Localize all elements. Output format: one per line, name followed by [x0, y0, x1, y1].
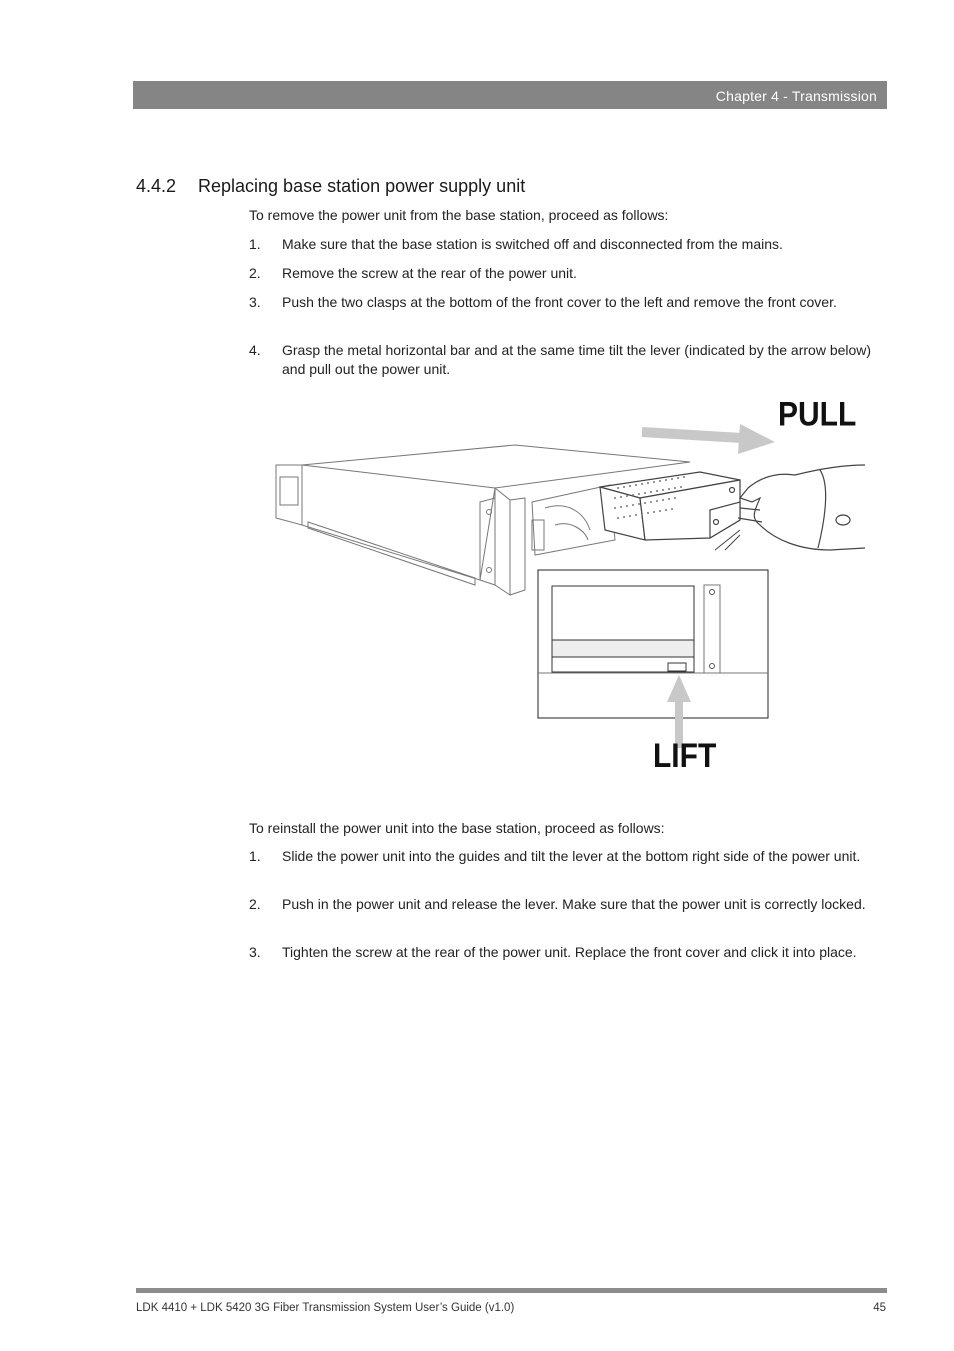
step-number: 1.: [249, 236, 261, 252]
footer-rule: [136, 1288, 887, 1293]
step-text: Slide the power unit into the guides and tilt the lever at the bottom right side of the power unit.: [282, 848, 861, 864]
pull-label: PULL: [778, 394, 857, 434]
step-number: 4.: [249, 342, 261, 358]
step-text: Grasp the metal horizontal bar and at the same time tilt the lever (indicated by the arrow below) and pull out the power unit.: [282, 342, 872, 377]
power-unit-removal-figure: [270, 390, 870, 790]
lift-label: LIFT: [653, 736, 717, 775]
step-number: 3.: [249, 294, 261, 310]
removal-intro: To remove the power unit from the base station, proceed as follows:: [249, 207, 669, 223]
removal-step: [249, 235, 889, 254]
reinstall-intro: To reinstall the power unit into the base station, proceed as follows:: [249, 820, 665, 836]
step-text: Push the two clasps at the bottom of the front cover to the left and remove the front cover.: [282, 294, 837, 310]
reinstall-step: [249, 847, 889, 866]
footer-document-title: LDK 4410 + LDK 5420 3G Fiber Transmission System User’s Guide (v1.0): [136, 1302, 515, 1314]
removal-step: [249, 293, 859, 312]
section-title-text: Replacing base station power supply unit: [198, 176, 526, 196]
step-number: 1.: [249, 848, 261, 864]
step-number: 2.: [249, 265, 261, 281]
step-text: Tighten the screw at the rear of the power unit. Replace the front cover and click it into place.: [282, 944, 857, 960]
chapter-header-bar: [133, 81, 887, 109]
step-number: 2.: [249, 896, 261, 912]
chapter-label: Chapter 4 - Transmission: [715, 88, 877, 104]
page-number: 45: [873, 1302, 886, 1314]
section-heading: [136, 176, 525, 197]
section-number: 4.4.2: [136, 176, 177, 196]
reinstall-step: [249, 895, 879, 914]
step-number: 3.: [249, 944, 261, 960]
reinstall-step: [249, 943, 879, 962]
removal-step: [249, 264, 889, 283]
step-text: Make sure that the base station is switched off and disconnected from the mains.: [282, 236, 783, 252]
removal-step: [249, 341, 884, 379]
step-text: Push in the power unit and release the lever. Make sure that the power unit is correctly locked.: [282, 896, 866, 912]
step-text: Remove the screw at the rear of the power unit.: [282, 265, 577, 281]
